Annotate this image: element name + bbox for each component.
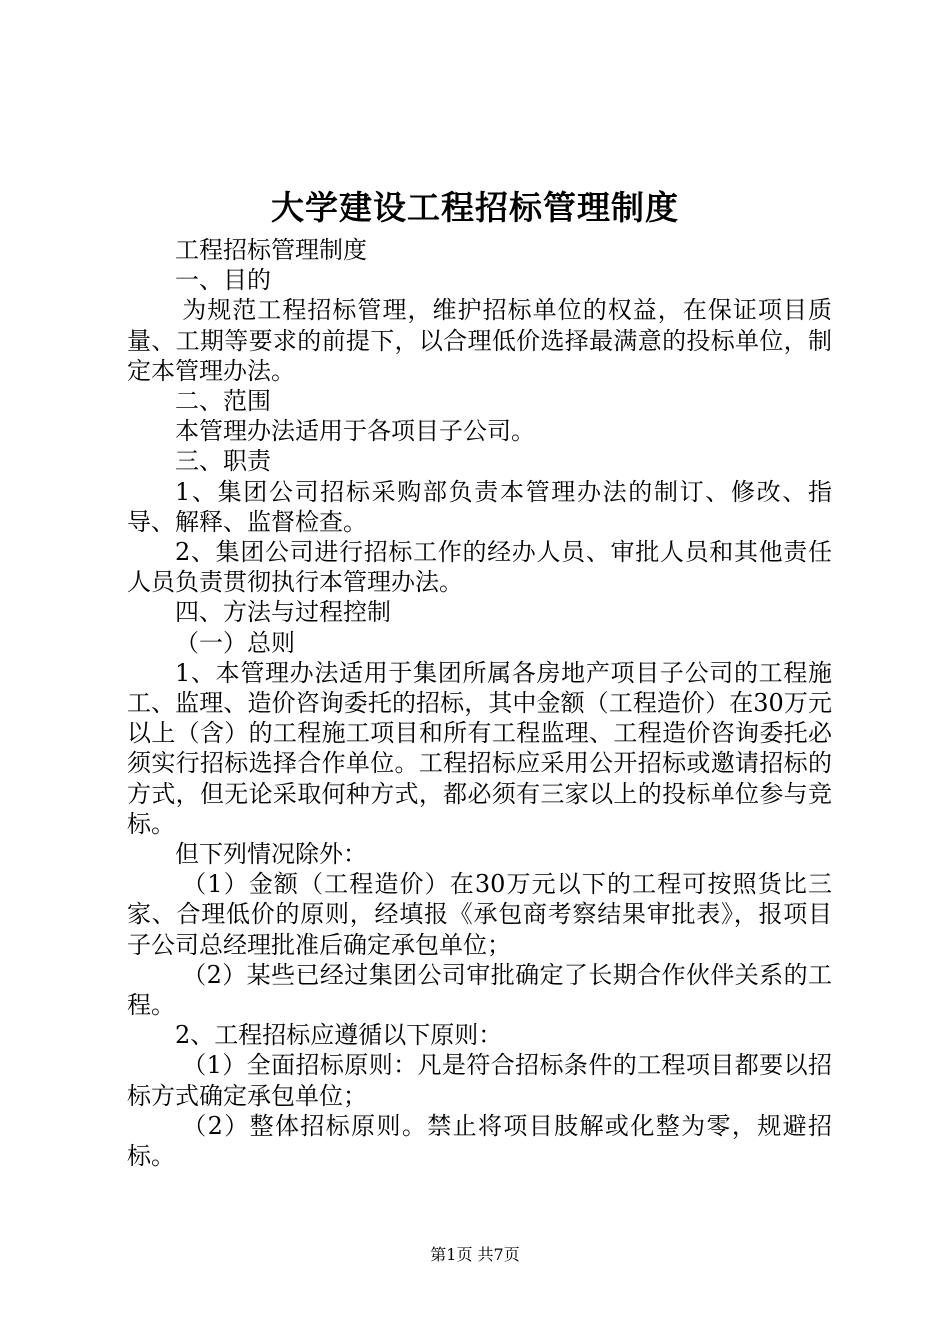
paragraph-exception-1: （1）金额（工程造价）在30万元以下的工程可按照货比三家、合理低价的原则，经填报《承包商考察结果审批表》，报项目子公司总经理批准后确定承包单位；: [127, 870, 832, 959]
section-heading-duties: 三、职责: [175, 447, 271, 476]
paragraph-principle-2: （2）整体招标原则。禁止将项目肢解或化整为零，规避招标。: [127, 1111, 832, 1171]
paragraph-exception-2: （2）某些已经过集团公司审批确定了长期合作伙伴关系的工程。: [127, 960, 832, 1020]
document-title: 大学建设工程招标管理制度: [271, 188, 679, 227]
paragraph-duty-1: 1、集团公司招标采购部负责本管理办法的制订、修改、指导、解释、监督检查。: [127, 477, 832, 536]
paragraph-scope: 本管理办法适用于各项目子公司。: [175, 417, 535, 446]
paragraph-principles-intro: 2、工程招标应遵循以下原则：: [175, 1021, 503, 1050]
page-footer: 第1页 共7页: [430, 1245, 520, 1264]
section-heading-methods: 四、方法与过程控制: [175, 598, 391, 627]
section-heading-purpose: 一、目的: [175, 266, 271, 295]
paragraph-heading: 工程招标管理制度: [175, 236, 367, 264]
paragraph-duty-2: 2、集团公司进行招标工作的经办人员、审批人员和其他责任人员负责贯彻执行本管理办法。: [127, 538, 832, 597]
subsection-heading-general: （一）总则: [175, 628, 295, 657]
paragraph-exceptions-intro: 但下列情况除外：: [175, 840, 367, 869]
document-body: [127, 235, 832, 1171]
paragraph-principle-1: （1）全面招标原则：凡是符合招标条件的工程项目都要以招标方式确定承包单位；: [127, 1051, 832, 1110]
section-heading-scope: 二、范围: [175, 387, 271, 416]
paragraph-general-1: 1、本管理办法适用于集团所属各房地产项目子公司的工程施工、监理、造价咨询委托的招标，其中金额（工程造价）在30万元以上（含）的工程施工项目和所有工程监理、工程造价咨询委托必须实行招标选择合作单位。工程招标应采用公开招标或邀请招标的方式，但无论采取何种方式，都必须有三家以上的投标单位参与竞标。: [127, 658, 832, 838]
paragraph-purpose: 为规范工程招标管理，维护招标单位的权益，在保证项目质量、工期等要求的前提下，以合理低价选择最满意的投标单位，制定本管理办法。: [127, 296, 832, 385]
